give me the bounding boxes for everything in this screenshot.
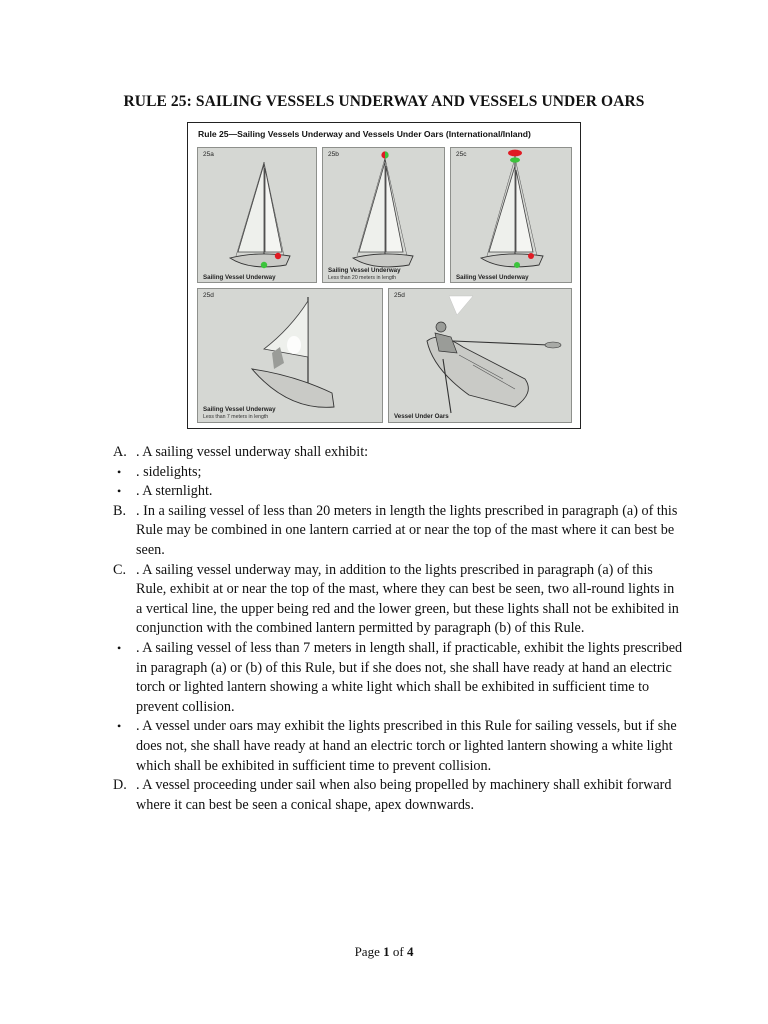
panel-caption: Sailing Vessel Underway (203, 274, 276, 281)
page-title: RULE 25: SAILING VESSELS UNDERWAY AND VESSELS UNDER OARS (123, 93, 645, 110)
item-marker: C. (113, 561, 127, 578)
sailboat-25a-illustration (198, 148, 317, 283)
item-text: . A sailing vessel underway shall exhibit: (136, 444, 369, 460)
torch-white-light-icon (287, 336, 301, 354)
sidelight-red-icon (275, 253, 281, 259)
panel-caption: Vessel Under Oars (394, 413, 449, 420)
panel-caption: Sailing Vessel Underway (456, 274, 529, 281)
rule-item-bullet (113, 717, 683, 776)
bullet-marker: • (117, 719, 122, 734)
page-prefix: Page (354, 944, 380, 959)
sailboat-25c-illustration (451, 148, 572, 283)
panel-25b (322, 147, 445, 283)
item-marker: D. (113, 777, 127, 794)
panel-subcaption: Less than 7 meters in length (203, 414, 269, 420)
rule-item-c (113, 561, 683, 639)
rule-item-bullet (113, 463, 683, 483)
rule-item-bullet (113, 482, 683, 502)
panel-25c (450, 147, 572, 283)
item-text: . A vessel proceeding under sail when also being propelled by machinery shall exhibit forward where it can best be seen a conical shape, apex downwards. (136, 777, 672, 813)
masthead-red-light-icon (508, 150, 522, 157)
rule-25-figure (187, 122, 581, 429)
panel-25d-oars (388, 288, 572, 423)
rule-item-d (113, 776, 683, 815)
item-text: . A sailing vessel of less than 7 meters in length shall, if practicable, exhibit the lights prescribed in paragraph (a) or (b) of this Rule, but if she does not, she shall have ready at hand an electric torch or lighted lantern showing a white light which shall be exhibited in sufficient time to prevent collision. (136, 639, 683, 715)
page-separator: of (392, 944, 404, 959)
item-text: . A sailing vessel underway may, in addition to the lights prescribed in paragraph (a) of this Rule, exhibit at or near the top of the mast, where they can best be seen, two all-round lights in a vertical line, the upper being red and the lower green, but these lights shall not be exhibited in conjunction with the combined lantern permitted by paragraph (b) of this Rule. (136, 561, 679, 637)
panel-25d-sailing (197, 288, 383, 423)
panel-subcaption: Less than 20 meters in length (328, 275, 397, 281)
panel-caption: Sailing Vessel Underway (203, 406, 276, 413)
bullet-marker: • (117, 464, 122, 479)
rule-item-b (113, 502, 683, 561)
rule-item-a (113, 443, 683, 463)
page-current: 1 (383, 944, 390, 959)
panel-label: 25d (394, 292, 405, 299)
panel-label: 25d (203, 292, 214, 299)
sidelight-green-icon (261, 262, 267, 268)
item-text: . A vessel under oars may exhibit the lights prescribed in this Rule for sailing vessels, but if she does not, she shall have ready at hand an electric torch or lighted lantern showing a white light which shall be exhibited in sufficient time to prevent collision. (136, 718, 677, 774)
rule-item-bullet (113, 639, 683, 717)
bullet-marker: • (117, 640, 122, 655)
item-text: . sidelights; (136, 463, 202, 480)
page-footer (0, 944, 768, 960)
rule-text (113, 443, 683, 815)
small-sailboat-illustration (198, 289, 383, 423)
panel-label: 25a (203, 151, 214, 158)
panel-caption: Sailing Vessel Underway (328, 267, 401, 274)
figure-title: Rule 25—Sailing Vessels Underway and Vessels Under Oars (International/Inland) (198, 129, 531, 139)
panel-label: 25b (328, 151, 339, 158)
panel-25a (197, 147, 317, 283)
item-text: . In a sailing vessel of less than 20 meters in length the lights prescribed in paragraph (a) of this Rule may be combined in one lantern carried at or near the top of the mast where it can best be seen. (136, 502, 678, 558)
panel-label: 25c (456, 151, 467, 158)
masthead-green-light-icon (510, 157, 520, 162)
torch-beam-icon (449, 296, 473, 315)
page-total: 4 (406, 944, 414, 959)
sailboat-25b-illustration (323, 148, 445, 283)
bullet-marker: • (117, 484, 122, 499)
item-text: . A sternlight. (136, 483, 213, 500)
rowboat-illustration (389, 289, 572, 423)
item-marker: A. (113, 444, 127, 460)
item-marker: B. (113, 502, 127, 519)
